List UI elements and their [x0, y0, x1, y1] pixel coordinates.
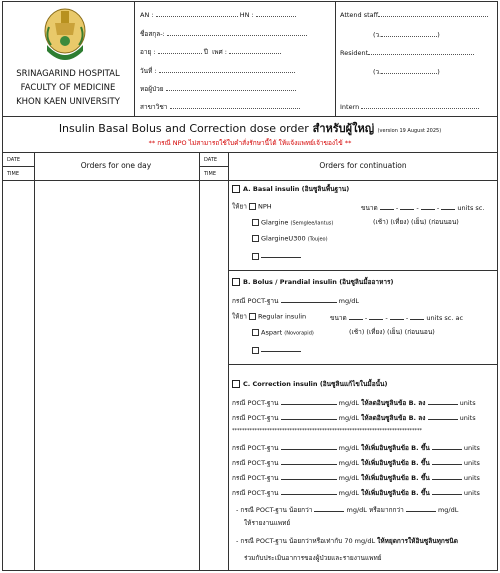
time-col-left: TIME — [7, 171, 20, 177]
glargine-brand: (Semglee/lantus) — [290, 220, 334, 227]
c-note-2: - กรณี POCT-ฐาน น้อยกว่าหรือเท่ากับ 70 mg/dL ให้หยุดการให้อินซูลินทุกชนิด — [236, 537, 458, 545]
c-increase-row-3: กรณี POCT-ฐาน mg/dL ให้เพิ่มอินซูลินข้อ B. ขึ้น units — [232, 474, 480, 482]
time-col-right: TIME — [204, 171, 217, 177]
c-reduce-row-2: กรณี POCT-ฐาน mg/dL ให้ลดอินซูลินข้อ B. ลง units — [232, 414, 476, 422]
section-c-title-th: (อินซูลินแก้ไขในมื้อนั้น) — [319, 380, 388, 388]
glargine-u300-brand: (Toujeo) — [307, 236, 328, 243]
b-other-checkbox[interactable] — [252, 347, 259, 354]
form-title: Insulin Basal Bolus and Correction dose order — [58, 122, 309, 135]
name-label: ชื่อสกุล-: — [140, 30, 165, 38]
c-note-1-report: ให้รายงานแพทย์ — [244, 519, 291, 527]
section-a-checkbox[interactable] — [232, 185, 240, 193]
date-col-left: DATE — [7, 157, 21, 163]
section-a-title-th: (อินซูลินพื้นฐาน) — [301, 185, 350, 193]
b-dose-label: ขนาด — [330, 314, 347, 322]
c-increase-row-2: กรณี POCT-ฐาน mg/dL ให้เพิ่มอินซูลินข้อ B. ขึ้น units — [232, 459, 480, 467]
attend-code: (ว. — [373, 31, 382, 39]
glargine-u300-label: GlargineU300 — [261, 234, 306, 243]
aspart-checkbox[interactable] — [252, 329, 259, 336]
glargine-label: Glargine — [261, 218, 289, 227]
a-dose-label: ขนาด — [361, 204, 378, 212]
section-b-title: B. Bolus / Prandial insulin — [243, 278, 337, 286]
section-a-title: A. Basal insulin — [243, 185, 300, 193]
a-times: (เช้า) (เที่ยง) (เย็น) (ก่อนนอน) — [373, 218, 459, 226]
glargine-u300-checkbox[interactable] — [252, 235, 259, 242]
aspart-brand: (Novorapid) — [284, 330, 314, 337]
a-units-label: units sc. — [457, 204, 485, 212]
date-col-right: DATE — [204, 157, 218, 163]
sex-label: เพศ : — [212, 48, 227, 56]
c-stars-separator: **************************************************************************** — [232, 428, 422, 434]
order-form: SRINAGARIND HOSPITAL FACULTY OF MEDICINE KHON KAEN UNIVERSITY AN : HN : ชื่อสกุล-: อายุ : ปี เพศ : วันที่ : หอผู้ป่วย สาขาวิชา Attend staff (ว. ) Resident (ว. ) Intern Insulin Basal Bolus and Correction dose order สำหรับผู้ใหญ่ (version 19 August 2025) ** กรณี NPO ไม่สามารถใช้ใบคำสั่งรักษานี้ได้ ให้แจ้งแพทย์เจ้าของไข้ ** DATE TIME Orders for one day DATE TIME Orders for continuation A. Basal insulin (อินซูลินพื้นฐาน) ให้ยา NPH ขนาด - - - units sc. Glargine (Semglee/lantus) (เช้า) (เที่ยง) (เย็น) (ก่อนนอน) GlargineU300 (Toujeo) B. Bolus / Prandial insulin (อินซูลินมื้ออาหาร) กรณี POCT-ฐาน mg/dL ให้ยา Regular insulin ขนาด - - - units sc. ac Aspart (Novorapid) (เช้า) (เที่ยง) (เย็น) (ก่อนนอน) C. Correction insulin (อินซูลินแก้ไขในมื้อนั้น) กรณี POCT-ฐาน mg/dL ให้ลดอินซูลินข้อ B. ลง units กรณี POCT-ฐาน mg/dL ให้ลดอินซูลินข้อ B. ลง units **************************************************************************** กรณี POCT-ฐาน mg/dL ให้เพิ่มอินซูลินข้อ B. ขึ้น units กรณี POCT-ฐาน mg/dL ให้เพิ่มอินซูลินข้อ B. ขึ้น units กรณี POCT-ฐาน mg/dL ให้เพิ่มอินซูลินข้อ B. ขึ้น units กรณี POCT-ฐาน mg/dL ให้เพิ่มอินซูลินข้อ B. ขึ้น units - กรณี POCT-ฐาน น้อยกว่า mg/dL หรือมากกว่า mg/dL ให้รายงานแพทย์ - กรณี POCT-ฐาน น้อยกว่าหรือเท่ากับ 70 mg/dL ให้หยุดการให้อินซูลินทุกชนิด ร่วมกับประเมินอาการของผู้ป่วยและรายงานแพทย์ — [2, 1, 498, 571]
hn-label: HN : — [239, 11, 254, 19]
a-other-checkbox[interactable] — [252, 253, 259, 260]
b-times: (เช้า) (เที่ยง) (เย็น) (ก่อนนอน) — [349, 328, 435, 336]
resident-code: (ว. — [373, 68, 382, 76]
nph-checkbox[interactable] — [249, 203, 256, 210]
c-note-2-assess: ร่วมกับประเมินอาการของผู้ป่วยและรายงานแพทย์ — [244, 554, 382, 562]
regular-insulin-checkbox[interactable] — [249, 313, 256, 320]
continuation-header: Orders for continuation — [319, 161, 407, 170]
c-reduce-row-1: กรณี POCT-ฐาน mg/dL ให้ลดอินซูลินข้อ B. ลง units — [232, 399, 476, 407]
age-label: อายุ : — [140, 48, 156, 56]
section-c-checkbox[interactable] — [232, 380, 240, 388]
c-increase-row-1: กรณี POCT-ฐาน mg/dL ให้เพิ่มอินซูลินข้อ B. ขึ้น units — [232, 444, 480, 452]
section-c-title: C. Correction insulin — [243, 380, 318, 388]
b-mgdl-label: mg/dL — [338, 297, 360, 305]
hospital-name-2: FACULTY OF MEDICINE — [20, 83, 116, 93]
form-title-thai: สำหรับผู้ใหญ่ — [308, 122, 375, 135]
resident-label: Resident — [340, 49, 369, 57]
one-day-header: Orders for one day — [80, 161, 152, 170]
an-label: AN : — [140, 11, 154, 19]
a-give-label: ให้ยา — [232, 202, 247, 211]
b-case-label: กรณี POCT-ฐาน — [232, 297, 279, 305]
c-increase-row-4: กรณี POCT-ฐาน mg/dL ให้เพิ่มอินซูลินข้อ B. ขึ้น units — [232, 489, 480, 497]
year-label: ปี — [203, 48, 208, 56]
attend-label: Attend staff — [340, 11, 379, 19]
regular-insulin-label: Regular insulin — [258, 312, 307, 321]
hospital-logo — [39, 5, 91, 63]
form-version: (version 19 August 2025) — [377, 128, 442, 134]
b-give-label: ให้ยา — [232, 312, 247, 321]
glargine-checkbox[interactable] — [252, 219, 259, 226]
nph-label: NPH — [258, 202, 272, 211]
ward-label: หอผู้ป่วย — [140, 85, 164, 93]
dept-label: สาขาวิชา — [140, 103, 168, 111]
section-b-title-th: (อินซูลินมื้ออาหาร) — [339, 278, 394, 286]
b-units-label: units sc. ac — [426, 314, 464, 322]
date-label: วันที่ : — [140, 67, 157, 75]
intern-label: Intern — [340, 103, 360, 111]
hospital-name-3: KHON KAEN UNIVERSITY — [16, 97, 120, 107]
npo-notice: ** กรณี NPO ไม่สามารถใช้ใบคำสั่งรักษานี้ได้ ให้แจ้งแพทย์เจ้าของไข้ ** — [148, 139, 352, 147]
hospital-name-1: SRINAGARIND HOSPITAL — [16, 69, 120, 79]
aspart-label: Aspart — [261, 328, 283, 337]
c-note-1: - กรณี POCT-ฐาน น้อยกว่า mg/dL หรือมากกว่า mg/dL — [236, 506, 459, 514]
section-b-checkbox[interactable] — [232, 278, 240, 286]
